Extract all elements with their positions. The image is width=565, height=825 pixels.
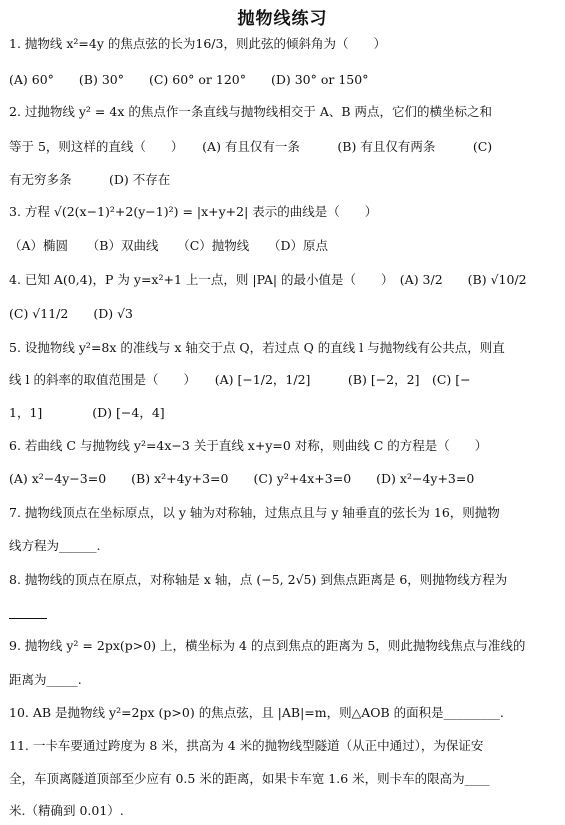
question-5-stem: 5. 设抛物线 y²=8x 的准线与 x 轴交于点 Q，若过点 Q 的直线 l 与抛物线有公共点，则直 <box>9 340 505 355</box>
question-11-stem-end: 米.（精确到 0.01）. <box>9 803 124 818</box>
question-11-stem: 11. 一卡车要通过跨度为 8 米，拱高为 4 米的抛物线型隧道（从正中通过），为保证安 <box>9 738 484 753</box>
question-9-stem: 9. 抛物线 y² = 2px(p>0) 上，横坐标为 4 的点到焦点的距离为 5，则此抛物线焦点与准线的 <box>9 638 526 653</box>
question-2-options: 等于 5，则这样的直线（ ） (A) 有且仅有一条 (B) 有且仅有两条 (C) <box>9 139 493 154</box>
question-10-stem: 10. AB 是抛物线 y²=2px (p>0) 的焦点弦，且 |AB|=m，则△AOB 的面积是_________. <box>9 705 504 720</box>
question-6-stem: 6. 若曲线 C 与抛物线 y²=4x−3 关于直线 x+y=0 对称，则曲线 C 的方程是（ ） <box>9 438 488 453</box>
question-6-options: (A) x²−4y−3=0 (B) x²+4y+3=0 (C) y²+4x+3=0 (D) x²−4y+3=0 <box>9 471 475 486</box>
question-3-options: （A）椭圆 （B）双曲线 （C）抛物线 （D）原点 <box>9 238 329 253</box>
question-8-stem: 8. 抛物线的顶点在原点，对称轴是 x 轴，点 (−5, 2√5) 到焦点距离是 6，则抛物线方程为 <box>9 572 508 587</box>
question-7-stem-cont: 线方程为______. <box>9 538 101 553</box>
page-title: 抛物线练习 <box>237 9 328 29</box>
question-1-stem: 1. 抛物线 x²=4y 的焦点弦的长为16/3，则此弦的倾斜角为（ ） <box>9 36 386 51</box>
question-1-options: (A) 60° (B) 30° (C) 60° or 120° (D) 30° or 150° <box>9 72 369 87</box>
question-11-stem-cont: 全，车顶离隧道顶部至少应有 0.5 米的距离，如果卡车宽 1.6 米，则卡车的限高为____ <box>9 771 490 786</box>
question-4-stem: 4. 已知 A(0,4)，P 为 y=x²+1 上一点，则 |PA| 的最小值是（ ） (A) 3/2 (B) √10/2 <box>9 272 527 287</box>
question-4-options: (C) √11/2 (D) √3 <box>9 306 133 321</box>
question-8-answer-blank <box>9 618 47 619</box>
question-2-stem: 2. 过抛物线 y² = 4x 的焦点作一条直线与抛物线相交于 A、B 两点，它们的横坐标之和 <box>9 104 493 119</box>
question-7-stem: 7. 抛物线顶点在坐标原点，以 y 轴为对称轴，过焦点且与 y 轴垂直的弦长为 16，则抛物 <box>9 505 500 520</box>
question-9-stem-cont: 距离为_____. <box>9 672 82 687</box>
question-5-options: 线 l 的斜率的取值范围是（ ） (A) [−1/2，1/2] (B) [−2，2] (C) [− <box>9 372 471 387</box>
question-5-options-cont: 1，1] (D) [−4，4] <box>9 405 165 420</box>
question-2-options-cont: 有无穷多条 (D) 不存在 <box>9 172 171 187</box>
question-3-stem: 3. 方程 √(2(x−1)²+2(y−1)²) = |x+y+2| 表示的曲线是（ ） <box>9 204 378 219</box>
